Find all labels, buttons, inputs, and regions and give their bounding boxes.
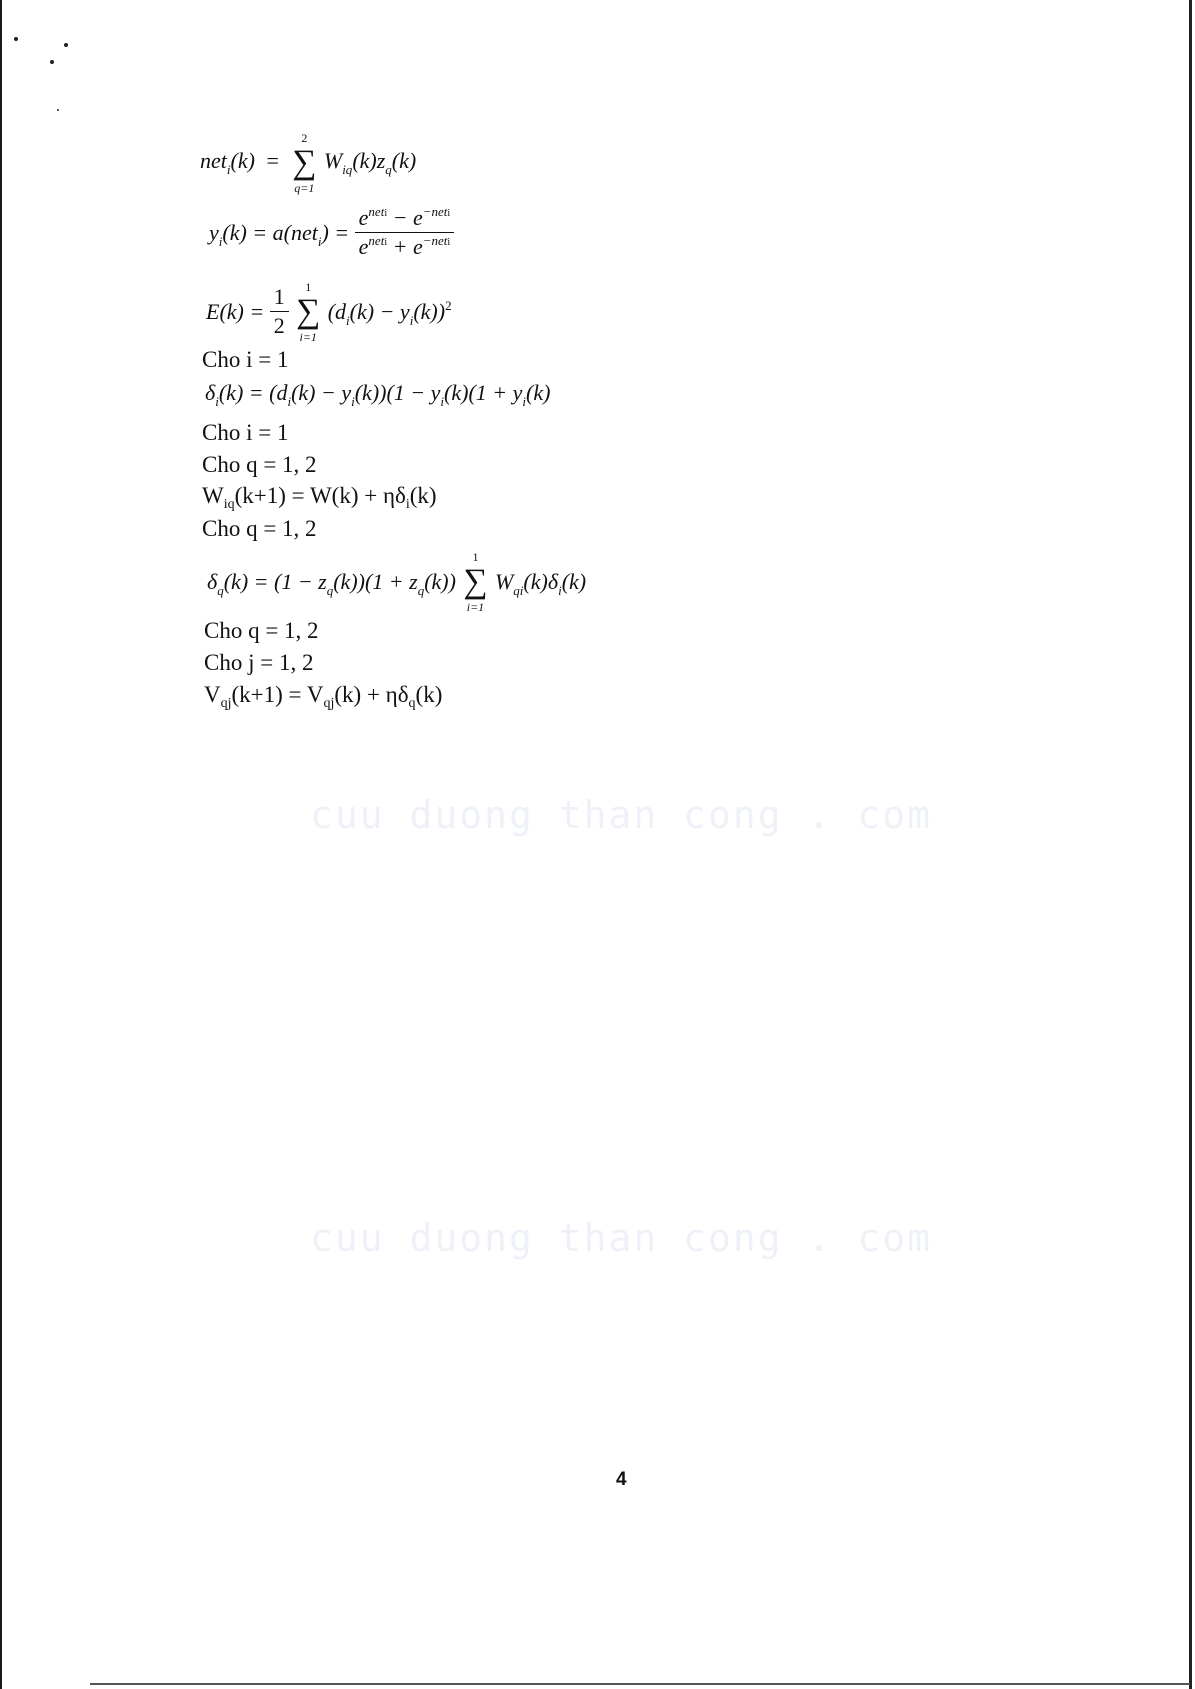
fraction: $\frac{1}{2}$ xyxy=(270,286,289,337)
text-cho-i: Cho i = 1 xyxy=(202,347,289,372)
equation-delta-hidden: $\delta_q(k) = (1 - z_q(k))(1 + z_q(k))$ 1 ∑ i=1 $W_{qi}(k)\delta_i(k)$ xyxy=(207,550,587,614)
scan-speck xyxy=(64,43,68,47)
equation-activation: $y_i(k) = a(net_i)$ = $\frac{e^{neti} - e^{-neti}}{e^{neti} + e^{-neti}}$ xyxy=(209,207,454,258)
text-cho-q: Cho q = 1, 2 xyxy=(202,452,317,477)
equation-v-update: $V_{qj}(k+1) = V_{qj}(k) + \eta\delta_q(k)$ xyxy=(204,682,443,711)
fraction: $\frac{e^{neti} - e^{-neti}}{e^{neti} + e^{-neti}}$ xyxy=(355,207,455,258)
scan-speck xyxy=(14,37,18,41)
equation-w-update: $W_{iq}(k+1) = W(k) + \eta\delta_i(k)$ xyxy=(202,483,437,512)
equation-delta-output: $\delta_i(k) = (d_i(k) - y_i(k))(1 - y_i(k)(1 + y_i(k)$ xyxy=(205,380,551,409)
text-cho-q: Cho q = 1, 2 xyxy=(204,618,319,643)
scan-edge-left xyxy=(0,0,2,1689)
text-cho-q: Cho q = 1, 2 xyxy=(202,516,317,541)
scan-edge-right xyxy=(1189,0,1192,1689)
equation-error: E(k) = $\frac{1}{2}$ 1 ∑ i=1 $(d_i(k) - y_i(k))^2$ xyxy=(206,279,452,344)
summation: 2 ∑ q=1 xyxy=(292,131,317,195)
summation: 1 ∑ i=1 xyxy=(296,279,321,344)
scan-edge-bottom xyxy=(90,1683,1190,1685)
text-cho-j: Cho j = 1, 2 xyxy=(204,650,314,675)
equation-net: net$_i$(k) = 2 ∑ q=1 $W_{iq}(k)z_q(k)$ xyxy=(200,131,417,195)
scan-speck xyxy=(57,109,59,111)
summation: 1 ∑ i=1 xyxy=(463,550,488,614)
watermark: cuu duong than cong . com xyxy=(310,793,932,837)
scan-speck xyxy=(50,60,54,64)
watermark: cuu duong than cong . com xyxy=(310,1216,932,1260)
page-number: 4 xyxy=(616,1469,627,1490)
text-cho-i: Cho i = 1 xyxy=(202,420,289,445)
